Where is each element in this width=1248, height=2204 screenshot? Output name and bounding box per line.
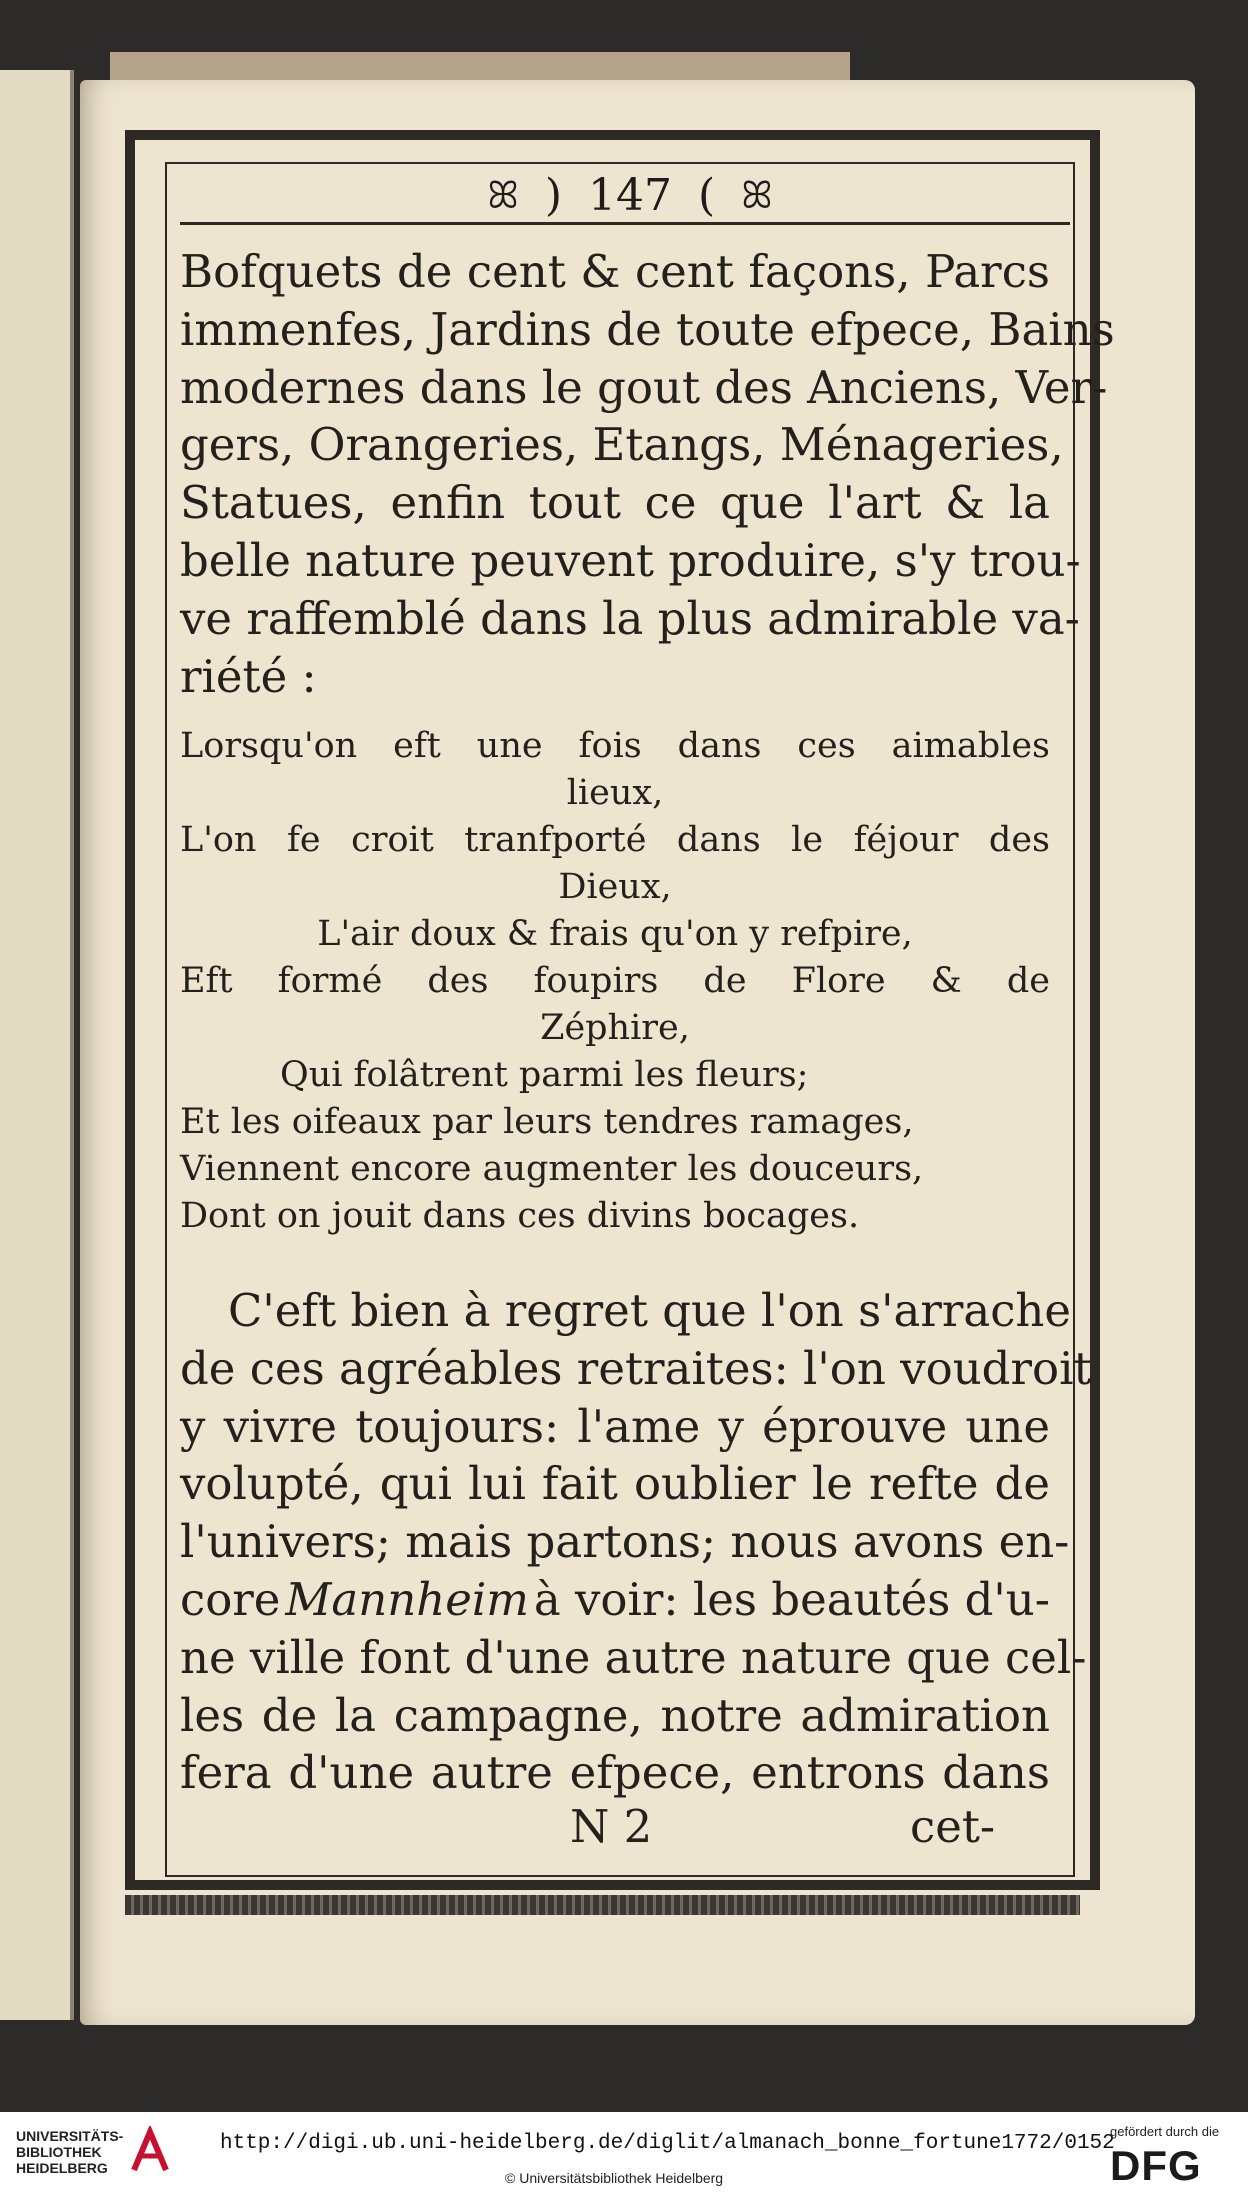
frame-bottom-band [125, 1895, 1080, 1915]
verse-line: Et les oifeaux par leurs tendres ramages, [180, 1102, 914, 1142]
text-line: fera d'une autre efpece, entrons dans [180, 1746, 1050, 1800]
header-paren-right: ( [697, 169, 716, 221]
dfg-logo: DFG [1110, 2142, 1202, 2189]
text-line-mixed [180, 1571, 1050, 1629]
copyright-notice: © Universitätsbibliothek Heidelberg [505, 2170, 724, 2186]
header-rule [180, 222, 1070, 225]
verse-line: lieux, [566, 773, 664, 813]
text-line: volupté, qui lui fait oublier le refte de [180, 1457, 1050, 1511]
verse-line: Qui folâtrent parmi les fleurs; [280, 1055, 809, 1095]
ornament-left-icon: ꕤ [487, 172, 519, 217]
library-logo-icon [126, 2126, 174, 2178]
verse-line: Zéphire, [540, 1008, 690, 1048]
catchword: cet- [910, 1800, 996, 1853]
verse-line: L'air doux & frais qu'on y refpire, [317, 914, 913, 954]
place-name-italic: Mannheim [285, 1572, 529, 1626]
logo-line: UNIVERSITÄTS- [16, 2128, 124, 2144]
page-number: 147 [588, 169, 672, 221]
ornament-right-icon: ꕤ [741, 172, 773, 217]
text-line: ne ville font d'une autre nature que cel- [180, 1630, 1087, 1684]
funder-label: gefördert durch die [1110, 2124, 1220, 2139]
verse-block [180, 723, 1050, 1240]
library-footer-bar [0, 2112, 1248, 2204]
text-line: Statues, enfin tout ce que l'art & la [180, 476, 1050, 530]
text-line: riété : [180, 649, 317, 703]
text-line: l'univers; mais partons; nous avons en- [180, 1515, 1070, 1569]
verse-line: Eft formé des foupirs de Flore & de [180, 961, 1050, 1001]
verse-line: Dont on jouit dans ces divins bocages. [180, 1196, 860, 1236]
text-line: ve raffemblé dans la plus admirable va- [180, 591, 1080, 645]
paragraph-1 [180, 243, 1115, 705]
verse-line: Lorsqu'on eft une fois dans ces aimables [180, 726, 1050, 766]
facing-page-edge [0, 70, 74, 2020]
verse-line: Viennent encore augmenter les douceurs, [180, 1149, 924, 1189]
text-line: modernes dans le gout des Anciens, Ver- [180, 360, 1108, 414]
logo-line: BIBLIOTHEK [16, 2144, 102, 2160]
verse-line: Dieux, [558, 867, 672, 907]
running-header [180, 165, 1080, 225]
text-line: immenfes, Jardins de toute efpece, Bains [180, 302, 1115, 356]
library-logo-text [16, 2128, 123, 2176]
permalink-url[interactable]: http://digi.ub.uni-heidelberg.de/diglit/almanach_bonne_fortune1772/0152 [220, 2132, 1115, 2155]
text-line: belle nature peuvent produire, s'y trou- [180, 533, 1081, 587]
signature-mark: N 2 [570, 1800, 653, 1853]
page-footer [180, 1800, 1050, 1860]
verse-line: L'on fe croit tranfporté dans le féjour des [180, 820, 1050, 860]
text-line: de ces agréables retraites: l'on voudroit [180, 1341, 1092, 1395]
text-line: les de la campagne, notre admiration [180, 1688, 1050, 1742]
text-fragment: à voir: les beautés d'u- [533, 1572, 1050, 1626]
text-fragment: core [180, 1572, 281, 1626]
header-paren-left: ) [544, 169, 562, 221]
paragraph-2 [180, 1282, 1092, 1802]
text-line: y vivre toujours: l'ame y éprouve une [180, 1399, 1050, 1453]
text-line: Bofquets de cent & cent façons, Parcs [180, 245, 1050, 298]
logo-line: HEIDELBERG [16, 2160, 108, 2176]
page-top-shadow [110, 52, 850, 82]
text-line: C'eft bien à regret que l'on s'arrache [228, 1284, 1072, 1337]
text-line: gers, Orangeries, Etangs, Ménageries, [180, 418, 1064, 472]
